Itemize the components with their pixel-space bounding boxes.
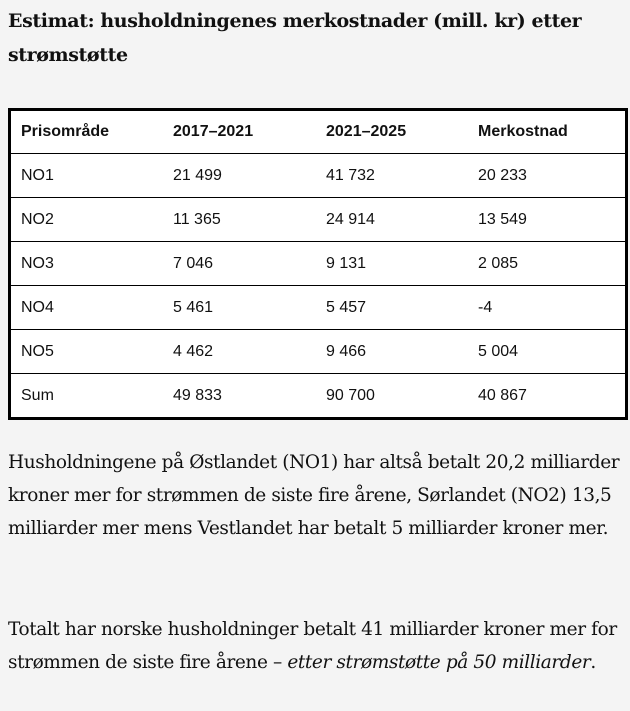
table-row <box>10 198 627 242</box>
cell-2021-2025: 24 914 <box>316 198 468 242</box>
paragraph-total <box>8 613 623 679</box>
cell-2017-2021: 49 833 <box>173 386 222 404</box>
cell-merkostnad: 2 085 <box>468 242 627 286</box>
cell-area: NO3 <box>10 242 164 286</box>
cell-merkostnad: 5 004 <box>468 330 627 374</box>
paragraph-regions: Husholdningene på Østlandet (NO1) har altså betalt 20,2 milliarder kroner mer for strømmen de siste fire årene, Sørlandet (NO2) 13,5 milliarder mer mens Vestlandet har betalt 5 milliarder kroner mer. <box>8 452 620 539</box>
table-header-row <box>10 110 627 154</box>
cell-2021-2025: 9 131 <box>316 242 468 286</box>
cell-2017-2021: 7 046 <box>163 242 316 286</box>
cell-merkostnad: 20 233 <box>468 154 627 198</box>
cell-2017-2021: 5 461 <box>163 286 316 330</box>
table-row <box>10 286 627 330</box>
cell-area: NO4 <box>10 286 164 330</box>
table-row <box>10 330 627 374</box>
cell-merkostnad: 13 549 <box>468 198 627 242</box>
cell-2021-2025: 41 732 <box>316 154 468 198</box>
cell-area: NO5 <box>10 330 164 374</box>
header-2017-2021: 2017–2021 <box>163 110 316 154</box>
cell-area: NO2 <box>10 198 164 242</box>
cell-area: Sum <box>21 386 54 404</box>
header-2021-2025: 2021–2025 <box>316 110 468 154</box>
cell-merkostnad: 40 867 <box>478 386 527 404</box>
cell-2021-2025: 5 457 <box>316 286 468 330</box>
cell-2017-2021: 4 462 <box>163 330 316 374</box>
cell-2021-2025: 9 466 <box>316 330 468 374</box>
cell-area: NO1 <box>10 154 164 198</box>
cell-2017-2021: 11 365 <box>163 198 316 242</box>
header-prisomrade: Prisområde <box>10 110 164 154</box>
cost-table <box>8 108 628 420</box>
table-title: Estimat: husholdningenes merkostnader (mill. kr) etter strømstøtte <box>8 10 582 66</box>
table-row-sum <box>10 374 627 419</box>
paragraph-total-end: . <box>590 652 596 673</box>
cell-merkostnad: -4 <box>468 286 627 330</box>
paragraph-total-text: Totalt har norske husholdninger betalt 41 milliarder kroner mer for strømmen de siste fire årene – <box>8 619 617 673</box>
header-merkostnad: Merkostnad <box>468 110 627 154</box>
table-row <box>10 242 627 286</box>
table-row <box>10 154 627 198</box>
cell-2021-2025: 90 700 <box>326 386 375 404</box>
cell-2017-2021: 21 499 <box>163 154 316 198</box>
paragraph-total-italic: etter strømstøtte på 50 milliarder <box>287 652 591 673</box>
